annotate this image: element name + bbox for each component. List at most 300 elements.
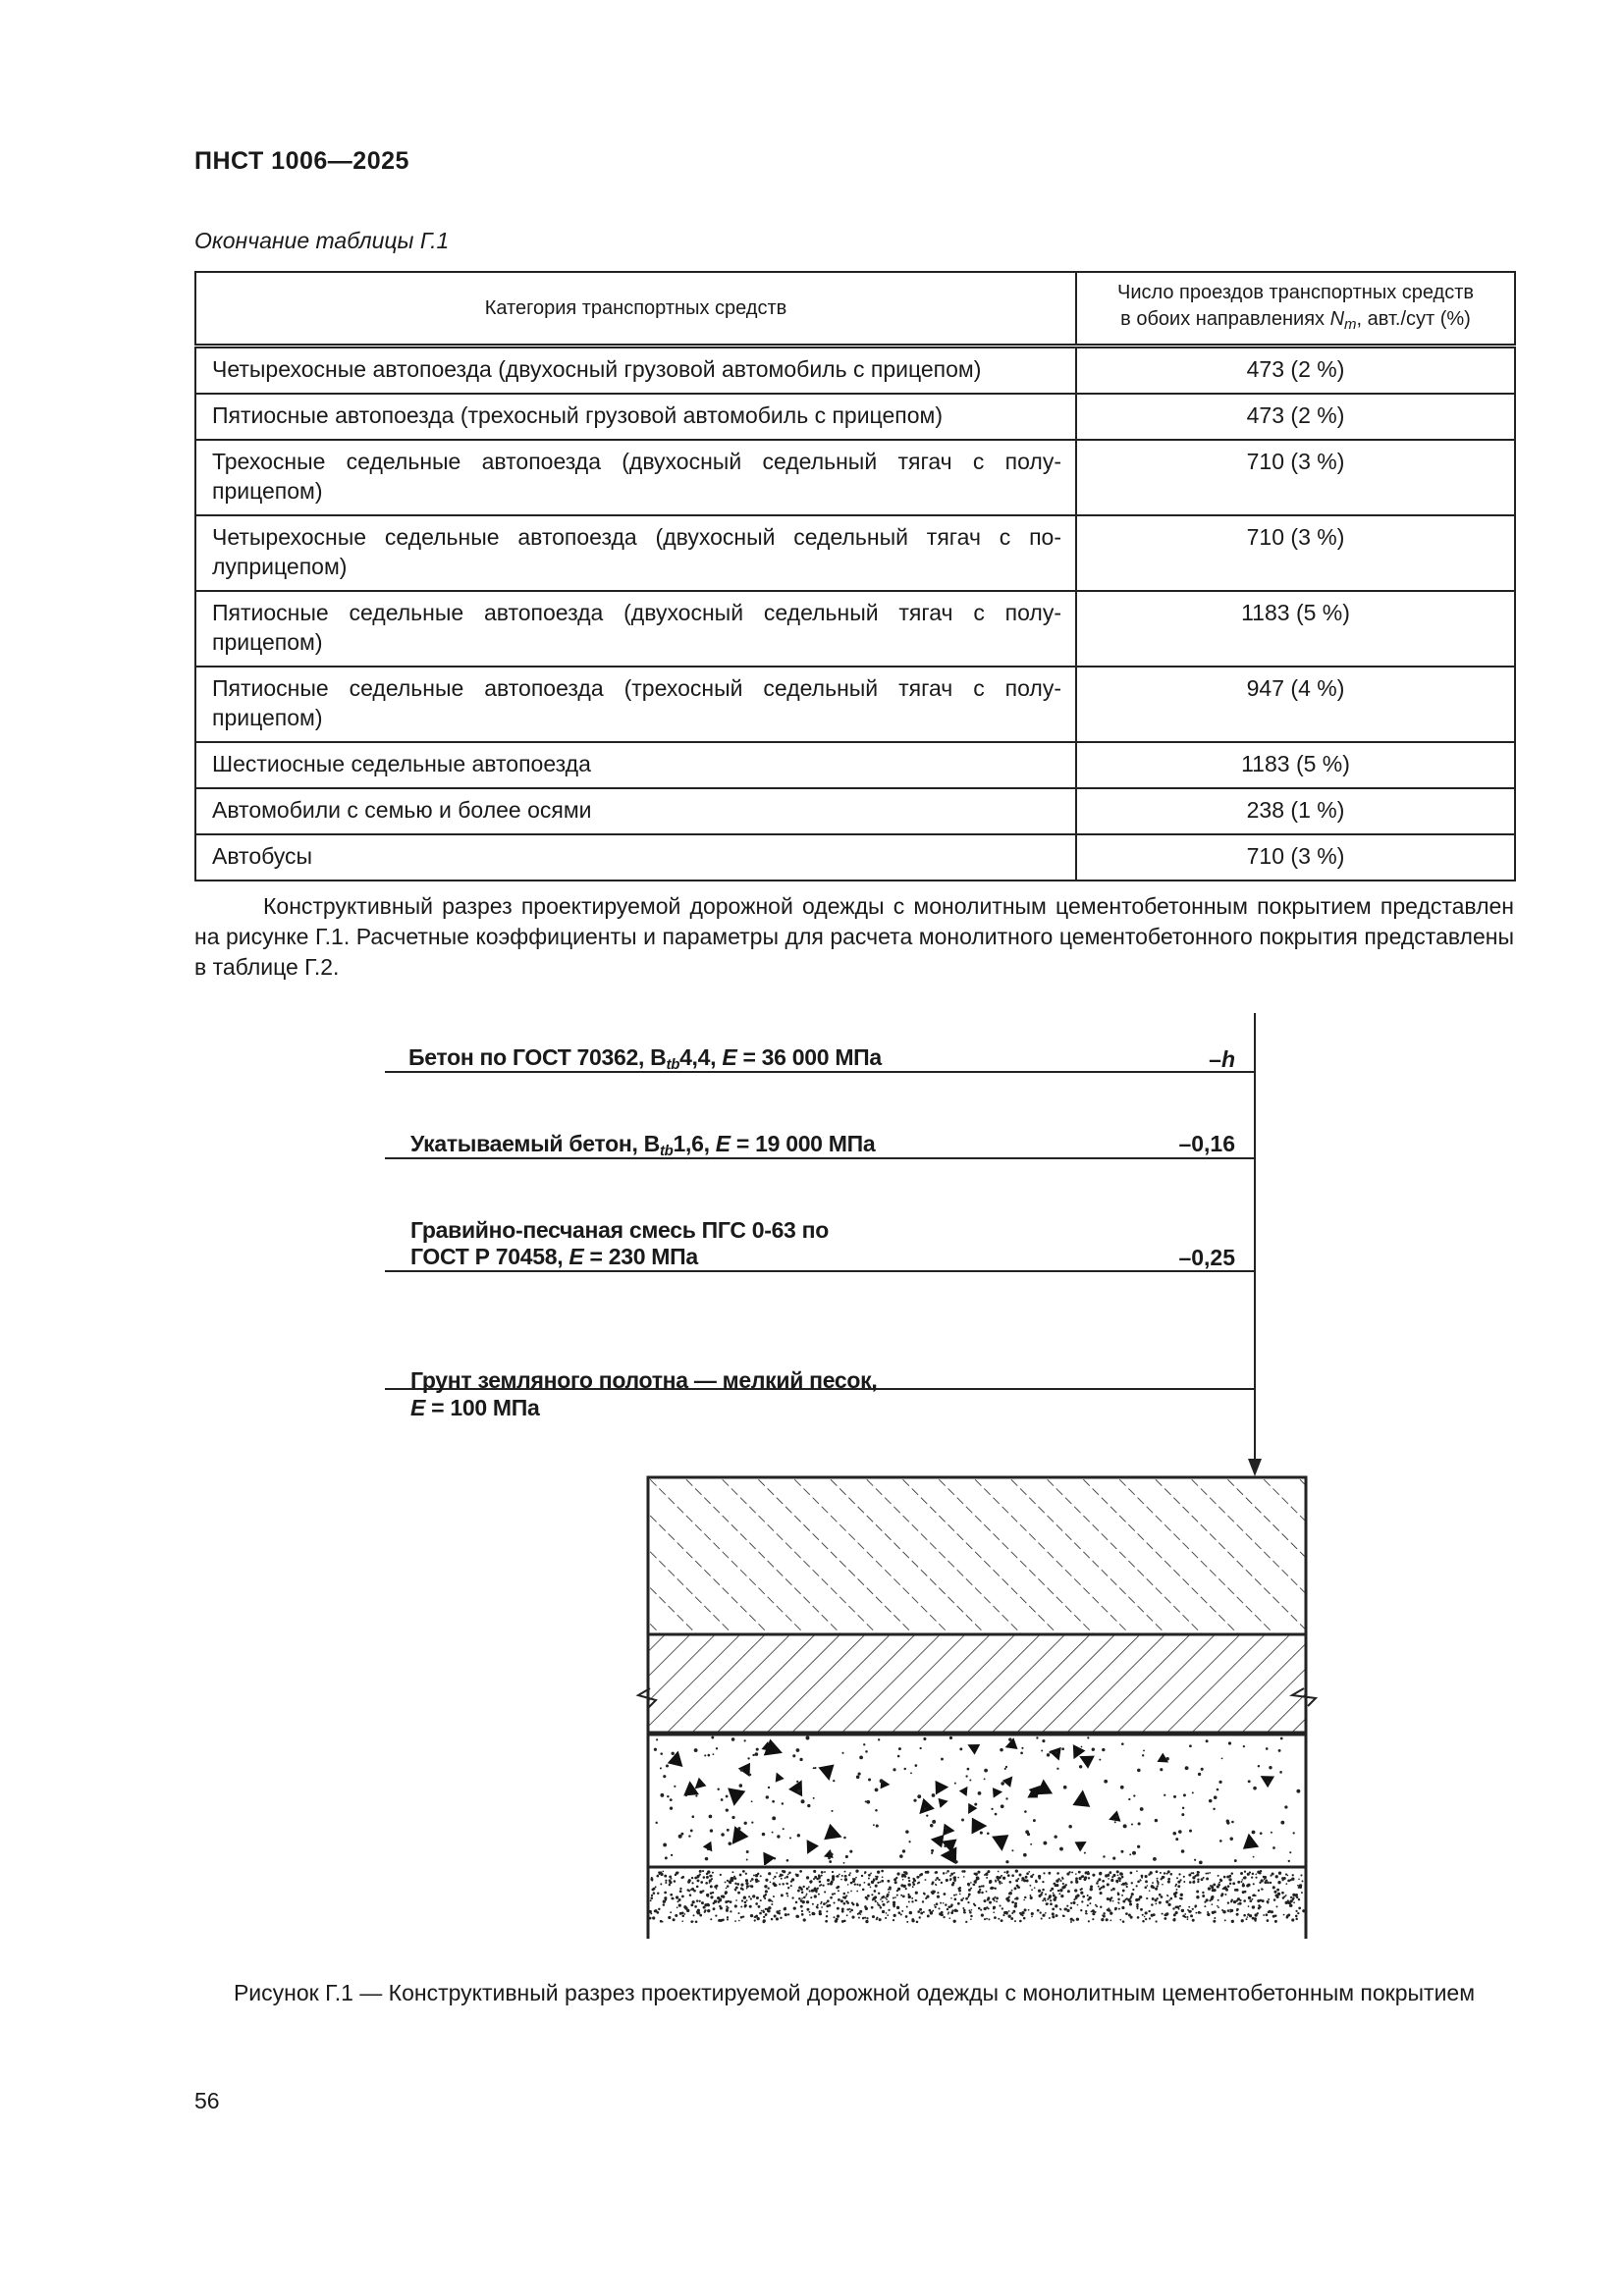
sand-grain: [681, 1895, 684, 1897]
gravel-grain: [1252, 1831, 1256, 1835]
sand-grain: [710, 1885, 713, 1888]
sand-grain: [739, 1874, 742, 1877]
sand-grain: [657, 1892, 659, 1894]
sand-grain: [726, 1905, 728, 1907]
sand-grain: [1176, 1889, 1178, 1891]
gravel-grain: [1120, 1850, 1123, 1853]
sand-grain: [875, 1876, 877, 1878]
sand-grain: [868, 1874, 871, 1877]
sand-grain: [790, 1885, 792, 1887]
gravel-grain: [932, 1793, 936, 1797]
gravel-grain: [1258, 1765, 1260, 1767]
sand-grain: [1092, 1912, 1095, 1915]
sand-grain: [693, 1914, 695, 1916]
gravel-grain: [721, 1833, 725, 1837]
sand-grain: [1056, 1884, 1058, 1887]
sand-grain: [888, 1889, 890, 1891]
sand-grain: [1164, 1917, 1166, 1920]
gravel-grain: [1128, 1798, 1130, 1800]
sand-grain: [886, 1912, 888, 1914]
sand-grain: [1015, 1896, 1018, 1899]
sand-grain: [977, 1891, 980, 1894]
sand-grain: [1167, 1903, 1170, 1906]
sand-grain: [1139, 1879, 1141, 1881]
sand-grain: [690, 1920, 693, 1923]
sand-grain: [1289, 1899, 1292, 1902]
gravel-grain: [1104, 1780, 1108, 1784]
gravel-grain: [671, 1854, 673, 1856]
sand-grain: [1085, 1910, 1087, 1912]
sand-grain: [1218, 1882, 1220, 1884]
sand-grain: [780, 1917, 782, 1919]
sand-grain: [826, 1910, 828, 1912]
gravel-grain: [1142, 1754, 1144, 1756]
sand-grain: [1028, 1871, 1030, 1873]
gravel-grain: [1289, 1851, 1291, 1853]
sand-grain: [897, 1911, 900, 1914]
gravel-grain: [1198, 1773, 1201, 1776]
sand-grain: [1253, 1883, 1255, 1885]
sand-grain: [753, 1875, 755, 1877]
sand-grain: [1246, 1884, 1249, 1887]
sand-grain: [771, 1903, 773, 1905]
gravel-grain: [744, 1822, 747, 1825]
sand-grain: [907, 1894, 909, 1896]
gravel-grain: [897, 1755, 900, 1758]
sand-grain: [1096, 1882, 1099, 1885]
sand-grain: [1145, 1880, 1148, 1883]
sand-grain: [1035, 1881, 1038, 1884]
sand-grain: [1156, 1870, 1159, 1873]
sand-grain: [1060, 1908, 1062, 1910]
sand-grain: [757, 1880, 759, 1882]
sand-grain: [987, 1898, 990, 1901]
sand-grain: [801, 1913, 804, 1916]
gravel-grain: [1194, 1859, 1196, 1861]
sand-grain: [1129, 1902, 1132, 1905]
gravel-grain: [978, 1791, 982, 1795]
sand-grain: [709, 1882, 711, 1884]
sand-grain: [699, 1870, 702, 1873]
sand-grain: [1125, 1884, 1127, 1886]
sand-grain: [1126, 1886, 1128, 1888]
gravel-grain: [949, 1736, 952, 1739]
sand-grain: [755, 1915, 758, 1918]
sand-grain: [684, 1913, 686, 1915]
gravel-grain: [1201, 1768, 1204, 1771]
gravel-grain: [1231, 1821, 1234, 1824]
sand-grain: [672, 1897, 674, 1899]
gravel-grain: [995, 1813, 998, 1816]
sand-grain: [1299, 1886, 1302, 1889]
sand-grain: [871, 1881, 874, 1884]
gravel-grain: [792, 1754, 795, 1757]
body-paragraph: Конструктивный разрез проектируемой дорожной одежды с монолитным цементобетонным покрытием представлен на рисунке Г.1. Расчетные коэффициенты и параметры для расчета монолитного цементобетонного покрытия представлены в таблице Г.2.: [194, 893, 1514, 980]
gravel-grain: [1005, 1766, 1007, 1768]
gravel-grain: [1164, 1794, 1165, 1796]
sand-grain: [904, 1875, 907, 1878]
sand-grain: [971, 1909, 973, 1911]
sand-grain: [968, 1895, 970, 1896]
sand-grain: [1217, 1885, 1219, 1888]
gravel-grain: [1248, 1780, 1251, 1783]
sand-grain: [846, 1914, 848, 1916]
sand-grain: [740, 1884, 743, 1887]
sand-grain: [1207, 1872, 1209, 1874]
sand-grain: [710, 1918, 712, 1920]
sand-grain: [712, 1872, 714, 1874]
sand-grain: [856, 1902, 858, 1904]
sand-grain: [978, 1886, 980, 1888]
sand-grain: [950, 1873, 953, 1876]
sand-grain: [818, 1874, 820, 1876]
sand-grain: [877, 1882, 879, 1884]
sand-grain: [908, 1900, 910, 1902]
sand-grain: [1242, 1884, 1245, 1887]
sand-grain: [868, 1878, 870, 1880]
sand-grain: [1218, 1906, 1219, 1908]
gravel-grain: [1056, 1768, 1058, 1770]
sand-grain: [965, 1897, 968, 1900]
sand-grain: [1019, 1920, 1022, 1923]
sand-grain: [838, 1890, 839, 1892]
gravel-grain: [667, 1795, 669, 1797]
sand-grain: [1285, 1895, 1287, 1896]
sand-grain: [1059, 1889, 1062, 1892]
sand-grain: [1117, 1874, 1119, 1876]
sand-grain: [1287, 1913, 1290, 1916]
sand-grain: [716, 1900, 718, 1902]
sand-grain: [1174, 1885, 1176, 1887]
sand-grain: [1087, 1898, 1090, 1901]
gravel-grain: [805, 1736, 809, 1740]
sand-grain: [737, 1892, 740, 1895]
sand-grain: [880, 1898, 882, 1900]
sand-grain: [678, 1904, 681, 1907]
sand-grain: [949, 1875, 951, 1877]
gravel-grain: [749, 1774, 751, 1776]
sand-grain: [1202, 1892, 1204, 1894]
sand-grain: [977, 1871, 980, 1874]
gravel-grain: [1189, 1830, 1192, 1833]
table-cell-value: 1183 (5 %): [1076, 591, 1515, 667]
sand-grain: [927, 1915, 930, 1918]
sand-grain: [651, 1895, 653, 1896]
gravel-grain: [1272, 1846, 1275, 1849]
sand-grain: [1002, 1914, 1004, 1916]
sand-grain: [803, 1918, 806, 1921]
gravel-grain: [731, 1816, 734, 1819]
gravel-grain: [843, 1837, 846, 1840]
sand-grain: [1298, 1898, 1300, 1900]
sand-grain: [1161, 1896, 1164, 1898]
sand-grain: [746, 1888, 748, 1890]
sand-grain: [938, 1879, 940, 1881]
sand-grain: [1218, 1875, 1219, 1877]
gravel-grain: [772, 1832, 774, 1834]
sand-grain: [1192, 1872, 1194, 1874]
sand-grain: [1112, 1888, 1115, 1891]
sand-grain: [1197, 1871, 1200, 1874]
sand-grain: [1258, 1907, 1261, 1910]
sand-grain: [1050, 1899, 1052, 1901]
sand-grain: [1116, 1870, 1119, 1873]
sand-grain: [1208, 1887, 1211, 1890]
sand-grain: [862, 1917, 864, 1919]
gravel-grain: [1115, 1815, 1117, 1817]
sand-grain: [1145, 1875, 1148, 1878]
sand-grain: [980, 1909, 982, 1911]
sand-grain: [727, 1885, 730, 1888]
gravel-grain: [747, 1757, 749, 1759]
sand-grain: [801, 1910, 803, 1912]
sand-grain: [718, 1900, 721, 1903]
sand-grain: [1149, 1890, 1151, 1892]
sand-grain: [706, 1876, 709, 1879]
gravel-grain: [1175, 1838, 1178, 1841]
gravel-grain: [1155, 1819, 1158, 1822]
gravel-grain: [1172, 1832, 1176, 1836]
sand-grain: [832, 1875, 835, 1878]
sand-grain: [1030, 1875, 1033, 1878]
sand-grain: [1076, 1894, 1079, 1896]
gravel-grain: [1133, 1794, 1135, 1796]
sand-grain: [773, 1878, 775, 1880]
sand-grain: [873, 1896, 876, 1899]
sand-grain: [1118, 1908, 1120, 1910]
sand-grain: [871, 1894, 873, 1896]
sand-grain: [1008, 1893, 1011, 1896]
sand-grain: [1237, 1881, 1240, 1884]
sand-grain: [795, 1915, 798, 1918]
label-rolled-class: 1,6,: [673, 1131, 716, 1156]
sand-grain: [1207, 1913, 1209, 1915]
sand-grain: [887, 1914, 889, 1916]
sand-grain: [984, 1907, 987, 1910]
sand-grain: [841, 1875, 843, 1877]
sand-grain: [1080, 1909, 1082, 1911]
sand-grain: [1180, 1897, 1183, 1900]
depth-concrete-h: h: [1220, 1046, 1235, 1072]
sand-grain: [1061, 1877, 1063, 1879]
sand-grain: [785, 1893, 787, 1895]
sand-grain: [850, 1909, 853, 1912]
sand-grain: [1050, 1890, 1052, 1892]
sand-grain: [788, 1871, 791, 1874]
sand-grain: [953, 1895, 955, 1896]
sand-grain: [950, 1911, 953, 1914]
sand-grain: [912, 1886, 914, 1888]
sand-grain: [890, 1889, 892, 1891]
sand-grain: [1088, 1877, 1090, 1879]
sand-grain: [888, 1892, 890, 1894]
sand-grain: [1042, 1914, 1045, 1917]
depth-concrete-dash: –: [1209, 1046, 1221, 1072]
sand-grain: [1224, 1919, 1226, 1921]
sand-grain: [996, 1900, 998, 1902]
gravel-grain: [1267, 1781, 1270, 1784]
sand-grain: [1164, 1872, 1165, 1874]
sand-grain: [688, 1890, 690, 1892]
sand-grain: [1267, 1881, 1270, 1884]
sand-grain: [821, 1906, 823, 1908]
sand-grain: [1011, 1874, 1014, 1877]
sand-grain: [1218, 1883, 1219, 1885]
gravel-grain: [665, 1856, 668, 1859]
sand-grain: [1048, 1872, 1051, 1875]
sand-grain: [1236, 1889, 1239, 1892]
sand-grain: [864, 1871, 866, 1873]
gravel-grain: [908, 1841, 910, 1842]
sand-grain: [1296, 1896, 1298, 1898]
sand-grain: [950, 1905, 952, 1907]
gravel-grain: [1284, 1805, 1287, 1808]
sand-grain: [756, 1896, 759, 1899]
gravel-grain: [1021, 1747, 1023, 1749]
sand-grain: [1025, 1876, 1028, 1879]
sand-grain: [813, 1870, 816, 1873]
sand-grain: [1159, 1901, 1162, 1904]
sand-grain: [1119, 1919, 1121, 1921]
gravel-grain: [829, 1850, 831, 1852]
sand-grain: [841, 1908, 844, 1911]
sand-grain: [1236, 1899, 1238, 1901]
gravel-grain: [711, 1736, 714, 1739]
sand-grain: [851, 1901, 853, 1903]
sand-grain: [1066, 1905, 1068, 1907]
sand-grain: [1212, 1903, 1214, 1905]
sand-grain: [999, 1876, 1001, 1879]
gravel-grain: [868, 1778, 871, 1781]
sand-grain: [719, 1905, 721, 1907]
sand-grain: [1116, 1882, 1118, 1884]
sand-grain: [994, 1896, 996, 1898]
sand-grain: [887, 1880, 890, 1883]
gravel-grain: [1181, 1849, 1185, 1853]
sand-grain: [1242, 1879, 1244, 1881]
gravel-grain: [695, 1795, 697, 1797]
sand-grain: [1024, 1896, 1026, 1898]
sand-grain: [994, 1900, 996, 1902]
sand-grain: [1297, 1912, 1299, 1914]
sand-grain: [851, 1916, 854, 1919]
gravel-grain: [1081, 1746, 1083, 1748]
sand-grain: [1187, 1916, 1189, 1918]
gravel-grain: [969, 1779, 971, 1781]
sand-grain: [887, 1894, 890, 1896]
sand-grain: [1267, 1919, 1269, 1921]
sand-grain: [1281, 1892, 1284, 1895]
gravel-grain: [1218, 1781, 1221, 1784]
sand-grain: [1151, 1903, 1153, 1905]
sand-grain: [1142, 1920, 1145, 1923]
sand-grain: [1249, 1899, 1252, 1902]
sand-grain: [1202, 1895, 1205, 1897]
label-rolled-modulus: = 19 000 МПа: [730, 1131, 876, 1156]
sand-grain: [946, 1879, 948, 1882]
sand-grain: [968, 1889, 971, 1892]
sand-grain: [1172, 1918, 1175, 1921]
sand-grain: [1092, 1874, 1095, 1877]
gravel-grain: [1005, 1860, 1008, 1863]
sand-grain: [1128, 1913, 1131, 1916]
gravel-grain: [1030, 1843, 1032, 1845]
document-code: ПНСТ 1006—2025: [194, 147, 409, 175]
sand-grain: [1136, 1903, 1139, 1906]
sand-grain: [911, 1918, 914, 1921]
sand-grain: [1252, 1917, 1255, 1920]
sand-grain: [979, 1889, 981, 1891]
sand-grain: [1144, 1887, 1147, 1890]
sand-grain: [972, 1884, 974, 1886]
gravel-grain: [833, 1780, 835, 1782]
sand-grain: [1087, 1904, 1089, 1906]
table-cell-value: 710 (3 %): [1076, 515, 1515, 591]
sand-grain: [1183, 1881, 1185, 1883]
gravel-grain: [690, 1830, 693, 1833]
sand-grain: [930, 1911, 933, 1914]
sand-grain: [691, 1882, 693, 1884]
label-rolled-subscript: tb: [659, 1143, 674, 1159]
sand-grain: [1263, 1914, 1265, 1916]
sand-grain: [1131, 1882, 1133, 1884]
sand-grain: [963, 1876, 965, 1878]
sand-grain: [1293, 1901, 1295, 1903]
sand-grain: [1223, 1876, 1226, 1879]
sand-grain: [970, 1915, 973, 1918]
sand-grain: [1078, 1877, 1081, 1880]
sand-grain: [1110, 1879, 1113, 1882]
table-cell-category: Трехосные седельные автопоезда (двухосный седельный тягач с полу-прицепом): [195, 440, 1076, 515]
gravel-grain: [1079, 1846, 1081, 1848]
sand-grain: [862, 1889, 865, 1892]
sand-grain: [1052, 1912, 1055, 1915]
sand-grain: [1070, 1907, 1073, 1910]
sand-grain: [960, 1898, 963, 1901]
sand-grain: [681, 1911, 684, 1914]
gravel-grain: [923, 1737, 926, 1740]
sand-grain: [795, 1874, 798, 1877]
sand-grain: [1067, 1890, 1070, 1893]
sand-grain: [1137, 1916, 1140, 1919]
sand-grain: [919, 1916, 921, 1918]
table-cell-category: Пятиосные седельные автопоезда (трехосный седельный тягач с полу-прицепом): [195, 667, 1076, 742]
sand-grain: [934, 1904, 936, 1906]
sand-grain: [1157, 1880, 1159, 1882]
sand-grain: [806, 1894, 808, 1896]
gravel-grain: [1192, 1791, 1194, 1793]
sand-grain: [705, 1882, 708, 1885]
sand-grain: [1229, 1883, 1231, 1885]
sand-grain: [797, 1890, 800, 1893]
sand-grain: [824, 1871, 826, 1873]
sand-grain: [1159, 1894, 1162, 1896]
sand-grain: [669, 1884, 671, 1886]
sand-grain: [935, 1906, 937, 1908]
table-cell-value: 710 (3 %): [1076, 440, 1515, 515]
sand-grain: [1095, 1904, 1097, 1906]
sand-grain: [1112, 1900, 1114, 1902]
sand-grain: [1109, 1909, 1111, 1912]
sand-grain: [999, 1904, 1001, 1906]
sand-grain: [715, 1915, 717, 1917]
sand-grain: [978, 1907, 981, 1910]
gravel-grain: [740, 1768, 743, 1771]
gravel-grain: [688, 1835, 690, 1837]
sand-grain: [935, 1872, 937, 1874]
sand-grain: [1122, 1890, 1125, 1893]
sand-grain: [786, 1883, 788, 1885]
